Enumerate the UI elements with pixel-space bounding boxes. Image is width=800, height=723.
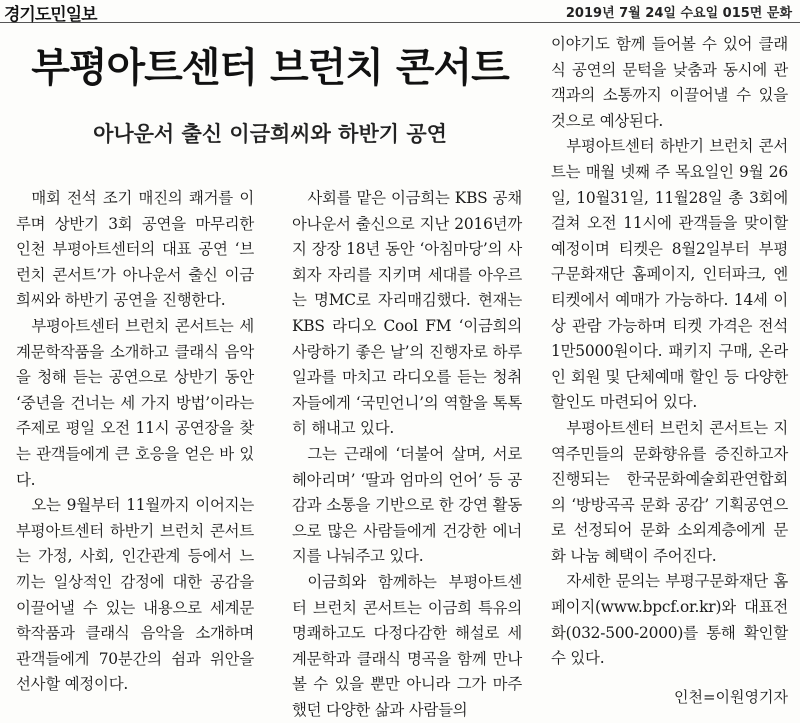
paragraph: 사회를 맡은 이금희는 KBS 공채 아나운서 출신으로 지난 2016년까지 장장 18년 동안 ‘아침마당’의 사회자 자리를 지키며 세대를 아우르는 명MC로 자리매김했다. 현재는 KBS 라디오 Cool FM ‘이금희의 사랑하기 좋은 날’의 진행자로 하루일과를 마치고 라디오를 듣는 청취자들에게 ‘국민언니’의 역할을 톡톡히 해내고 있다. bbox=[292, 189, 522, 438]
masthead bbox=[0, 0, 800, 23]
paragraph: 자세한 문의는 부평구문화재단 홈페이지(www.bpcf.or.kr)와 대표전화(032-500-2000)를 통해 확인할 수 있다. bbox=[551, 572, 788, 668]
article-headline: 부평아트센터 브런치 콘서트 bbox=[31, 45, 509, 91]
paragraph: 오는 9월부터 11월까지 이어지는 부평아트센터 하반기 브런치 콘서트는 가정, 사회, 인간관계 등에서 느끼는 일상적인 감정에 대한 공감을 이끌어낼 수 있는 내용으로 세계문학작품과 클래식 음악을 소개하며 관객들에게 70분간의 쉼과 위안을 선사할 예정이다. bbox=[16, 496, 254, 694]
issue-date-page: 2019년 7월 24일 수요일 015면 문화 bbox=[565, 6, 792, 21]
paragraph: 매회 전석 조기 매진의 쾌거를 이루며 상반기 3회 공연을 마무리한 인천 부평아트센터의 대표 공연 ‘브런치 콘서트’가 아나운서 출신 이금희씨와 하반기 공연을 진행한다. bbox=[16, 189, 254, 310]
paragraph-continuation: 이야기도 함께 들어볼 수 있어 클래식 공연의 문턱을 낮춤과 동시에 관객과의 소통까지 이끌어낼 수 있을 것으로 예상된다. bbox=[551, 35, 788, 130]
article-column-2 bbox=[292, 186, 522, 723]
paragraph: 부평아트센터 브런치 콘서트는 세계문학작품을 소개하고 클래식 음악을 청해 듣는 공연으로 상반기 동안 ‘중년을 건너는 세 가지 방법’이라는 주제로 평일 오전 11시 공연장을 찾는 관객들에게 큰 호응을 얻은 바 있다. bbox=[16, 316, 254, 489]
paragraph: 부평아트센터 브런치 콘서트는 지역주민들의 문화향유를 증진하고자 진행되는 한국문화예술회관연합회의 ‘방방곡곡 문화 공감’ 기획공연으로 선정되어 문화 소외계층에게 문화 나눔 혜택이 주어진다. bbox=[551, 418, 788, 565]
paragraph: 그는 근래에 ‘더불어 살며, 서로 헤아리며’ ‘딸과 엄마의 언어’ 등 공감과 소통을 기반으로 한 강연 활동으로 많은 사람들에게 건강한 에너지를 나눠주고 있다. bbox=[292, 444, 522, 566]
paragraph: 부평아트센터 하반기 브런치 콘서트는 매월 넷째 주 목요일인 9월 26일, 10월31일, 11월28일 총 3회에 걸쳐 오전 11시에 관객들을 맞이할 예정이며 티켓은 8월2일부터 부평구문화재단 홈페이지, 인터파크, 엔티켓에서 예매가 가능하다. 14세 이상 관람 가능하며 티켓 가격은 전석 1만5000원이다. 패키지 구매, 온라인 회원 및 단체예매 할인 등 다양한 할인도 마련되어 있다. bbox=[551, 137, 788, 412]
newspaper-name: 경기도민일보 bbox=[4, 5, 97, 25]
paragraph: 이금희와 함께하는 부평아트센터 브런치 콘서트는 이금희 특유의 명쾌하고도 다정다감한 해설로 세계문학과 클래식 명곡을 함께 만나볼 수 있을 뿐만 아니라 그가 마주했던 다양한 삶과 사람들의 bbox=[292, 572, 522, 719]
article-column-1 bbox=[16, 186, 254, 698]
article-column-3 bbox=[551, 32, 788, 672]
reporter-byline: 인천=이원영기자 bbox=[674, 688, 788, 706]
article-subhead: 아나운서 출신 이금희씨와 하반기 공연 bbox=[93, 121, 447, 146]
